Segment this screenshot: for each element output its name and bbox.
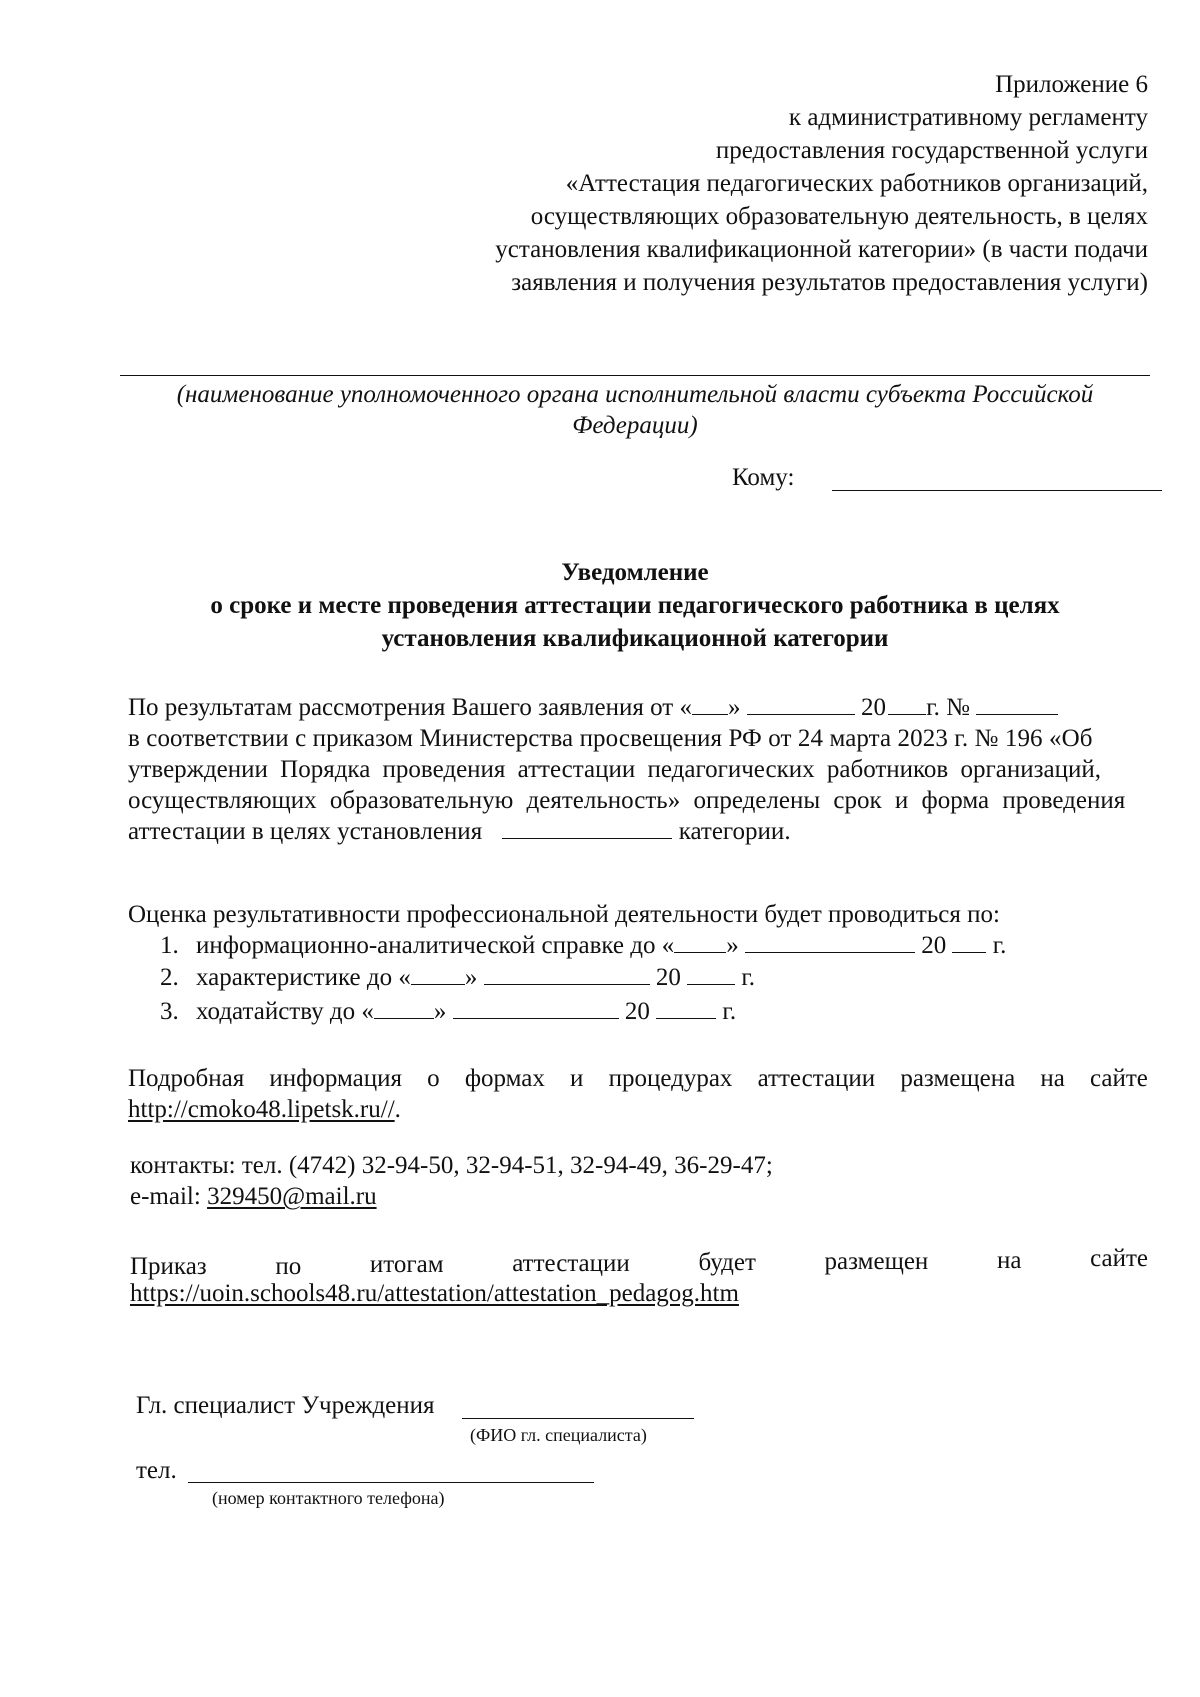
day-blank: [411, 962, 465, 985]
contacts-email: [130, 1183, 377, 1211]
org-caption-line-1: (наименование уполномоченного органа исполнительной власти субъекта Российской: [176, 381, 1094, 408]
to-field-line: [832, 490, 1162, 491]
info-line-2: [128, 1094, 1148, 1125]
org-caption-line-2: Федерации): [572, 412, 698, 439]
year-blank: [687, 962, 735, 985]
item-number: 3.: [160, 998, 179, 1025]
intro-line-5: [128, 816, 1148, 847]
org-name-caption: [120, 379, 1150, 441]
cmoko-site-link[interactable]: http://cmoko48.lipetsk.ru//: [128, 1096, 395, 1123]
header-line-2: к административному регламенту: [788, 104, 1148, 131]
order-word: на: [996, 1247, 1022, 1274]
order-word: будет: [698, 1249, 756, 1276]
order-word: сайте: [1090, 1245, 1148, 1272]
intro-text-d: г. №: [926, 694, 970, 721]
info-word: аттестации: [757, 1065, 876, 1092]
evaluation-item: [160, 996, 736, 1027]
info-word: сайте: [1089, 1065, 1148, 1092]
header-line-1: Приложение 6: [995, 71, 1148, 98]
day-blank: [692, 692, 728, 715]
item-suffix: г.: [741, 964, 756, 991]
org-name-field-line: [120, 375, 1150, 376]
item-quote: »: [464, 964, 478, 991]
year-blank: [656, 996, 716, 1019]
intro-paragraph: [128, 692, 1148, 847]
intro-line-2: в соответствии с приказом Министерства просвещения РФ от 24 марта 2023 г. № 196 «Об: [128, 725, 1093, 752]
year-blank: [888, 692, 926, 715]
day-blank: [374, 996, 434, 1019]
item-suffix: г.: [722, 998, 737, 1025]
item-text: характеристике до «: [196, 964, 411, 991]
order-word: аттестации: [512, 1250, 630, 1277]
appendix-header: [448, 68, 1148, 299]
tel-caption: (номер контактного телефона): [212, 1488, 445, 1508]
info-paragraph: [128, 1063, 1148, 1125]
item-suffix: г.: [992, 932, 1007, 959]
evaluation-item: [160, 930, 1006, 961]
to-label: Кому:: [732, 464, 795, 491]
item-number: 2.: [160, 964, 179, 991]
evaluation-item: [160, 962, 755, 993]
info-period: .: [394, 1096, 401, 1123]
order-word: Приказ: [130, 1253, 207, 1280]
info-word: о: [427, 1065, 440, 1092]
info-word: формах: [464, 1065, 545, 1092]
item-quote: »: [433, 998, 447, 1025]
header-line-7: заявления и получения результатов предоставления услуги): [511, 269, 1148, 296]
tel-line: [188, 1482, 594, 1483]
item-text: ходатайству до «: [196, 998, 374, 1025]
info-word: процедурах: [608, 1065, 733, 1092]
header-line-4: «Аттестация педагогических работников организаций,: [565, 170, 1148, 197]
day-blank: [674, 930, 726, 953]
intro-text-b: »: [727, 694, 741, 721]
info-word: и: [570, 1065, 584, 1092]
item-text: информационно-аналитической справке до «: [196, 932, 675, 959]
order-paragraph: [130, 1245, 1148, 1309]
intro-line-3: утверждении Порядка проведения аттестации педагогических работников организаций,: [128, 756, 1101, 783]
header-line-5: осуществляющих образовательную деятельность, в целях: [530, 203, 1148, 230]
order-line-1: [130, 1245, 1148, 1280]
order-word: по: [275, 1253, 302, 1280]
order-word: размещен: [824, 1248, 929, 1275]
item-year: 20: [655, 964, 681, 991]
month-blank: [484, 962, 650, 985]
specialist-name-line: [462, 1418, 694, 1419]
number-blank: [976, 692, 1058, 715]
intro-line-4: осуществляющих образовательную деятельность» определены срок и форма проведения: [128, 787, 1126, 814]
intro-line-1: [128, 692, 1148, 723]
email-label: e-mail:: [130, 1183, 208, 1210]
item-year: 20: [921, 932, 947, 959]
item-quote: »: [726, 932, 739, 959]
month-blank: [745, 930, 915, 953]
info-word: Подробная: [128, 1065, 245, 1092]
item-year: 20: [624, 998, 650, 1025]
order-line-2: [130, 1278, 1148, 1309]
specialist-label: Гл. специалист Учреждения: [136, 1392, 435, 1419]
year-blank: [952, 930, 986, 953]
info-word: размещена: [900, 1065, 1016, 1092]
intro-text-f: категории.: [678, 818, 791, 845]
title-line-3: установления квалификационной категории: [381, 625, 889, 652]
tel-label: тел.: [136, 1457, 177, 1484]
info-line-1: [128, 1063, 1148, 1094]
month-blank: [453, 996, 619, 1019]
header-line-6: установления квалификационной категории» (в части подачи: [495, 236, 1148, 263]
email-link[interactable]: 329450@mail.ru: [207, 1183, 377, 1210]
info-word: информация: [269, 1065, 402, 1092]
info-word: на: [1040, 1065, 1065, 1092]
evaluation-heading: Оценка результативности профессиональной деятельности будет проводиться по:: [128, 901, 1000, 928]
intro-text-e: аттестации в целях установления: [128, 818, 483, 845]
title-line-2: о сроке и месте проведения аттестации педагогического работника в целях: [210, 592, 1060, 619]
intro-text-c: 20: [860, 694, 886, 721]
attestation-order-link[interactable]: https://uoin.schools48.ru/attestation/attestation_pedagog.htm: [130, 1280, 739, 1307]
specialist-caption: (ФИО гл. специалиста): [470, 1425, 647, 1445]
item-number: 1.: [160, 932, 179, 959]
month-blank: [747, 692, 855, 715]
category-blank: [502, 816, 672, 839]
order-word: итогам: [369, 1251, 444, 1278]
header-line-3: предоставления государственной услуги: [715, 137, 1148, 164]
intro-text-a: По результатам рассмотрения Вашего заявления от «: [128, 694, 692, 721]
contacts-phones: контакты: тел. (4742) 32-94-50, 32-94-51, 32-94-49, 36-29-47;: [130, 1152, 773, 1179]
notice-title: [120, 556, 1150, 655]
title-line-1: Уведомление: [561, 559, 709, 586]
